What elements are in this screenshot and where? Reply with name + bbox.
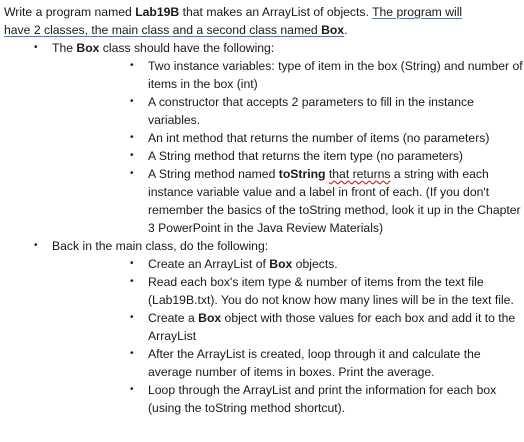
list-text: (Lab19B.txt). You do not know how many lines will be in the text file. — [148, 293, 514, 307]
list-text: A String method named — [148, 167, 279, 181]
list-text: Create a — [148, 311, 199, 325]
bullet-icon: • — [130, 150, 134, 161]
method-name: toString — [278, 167, 326, 181]
list-item — [52, 381, 524, 417]
list-item — [52, 309, 524, 345]
class-name: Box — [76, 41, 100, 55]
intro-text: that makes an ArrayList of objects. — [179, 5, 373, 19]
list-item — [52, 129, 524, 147]
list-text: (using the toString method shortcut). — [148, 401, 346, 415]
intro-text: Write a program named — [4, 5, 136, 19]
list-text: instance variable value and a label in front of each. (If you don't — [148, 185, 490, 199]
list-text: average number of items in boxes. Print the average. — [148, 365, 435, 379]
bullet-icon: • — [34, 240, 38, 251]
bullet-icon: • — [130, 312, 134, 323]
list-text: The — [52, 41, 77, 55]
list-text: remember the basics of the toString method, look it up in the Chapter — [148, 203, 521, 217]
list-item — [52, 345, 524, 381]
list-item — [52, 147, 524, 165]
bullet-icon: • — [130, 132, 134, 143]
list-text: Create an ArrayList of — [148, 257, 270, 271]
list-text: A String method that returns the item type (no parameters) — [148, 149, 463, 163]
list-text: 3 PowerPoint in the Java Review Materials) — [148, 221, 384, 235]
spelling-flagged-text: that returns — [328, 167, 391, 181]
list-text: Loop through the ArrayList and print the information for each box — [148, 383, 497, 397]
class-name: Box — [269, 257, 293, 271]
bullet-icon: • — [130, 348, 134, 359]
bullet-icon: • — [130, 258, 134, 269]
list-text: Read each box's item type & number of items from the text file — [148, 275, 484, 289]
list-text: A constructor that accepts 2 parameters to fill in the instance — [148, 95, 474, 109]
list-item-box-class — [4, 39, 524, 237]
box-requirements-list — [52, 57, 524, 237]
list-text: Back in the main class, do the following: — [52, 239, 269, 253]
main-bullet-list — [4, 39, 524, 417]
bullet-icon: • — [130, 384, 134, 395]
class-name: Box — [321, 23, 345, 37]
list-item-main-class — [4, 237, 524, 417]
bullet-icon: • — [130, 168, 134, 179]
program-name: Lab19B — [135, 5, 180, 19]
grammar-flagged-text: have 2 classes, the main class and a second class named — [4, 23, 322, 37]
intro-line-1 — [4, 3, 524, 21]
bullet-icon: • — [130, 96, 134, 107]
list-text: items in the box (int) — [148, 77, 258, 91]
document-body — [4, 3, 524, 417]
class-name: Box — [198, 311, 222, 325]
list-text: a string with each — [390, 167, 489, 181]
list-text: class should have the following: — [99, 41, 275, 55]
list-text: After the ArrayList is created, loop through it and calculate the — [148, 347, 481, 361]
grammar-flagged-text: The program will — [372, 5, 463, 19]
intro-text: . — [344, 23, 348, 37]
list-item — [52, 57, 524, 93]
list-text: variables. — [148, 113, 201, 127]
bullet-icon: • — [130, 276, 134, 287]
list-item — [52, 273, 524, 309]
list-item — [52, 165, 524, 237]
list-text: An int method that returns the number of items (no parameters) — [148, 131, 490, 145]
intro-line-2 — [4, 21, 524, 39]
list-item — [52, 255, 524, 273]
bullet-icon: • — [34, 42, 38, 53]
list-text: ArrayList — [148, 329, 197, 343]
main-steps-list — [52, 255, 524, 417]
bullet-icon: • — [130, 60, 134, 71]
intro-paragraph — [4, 3, 524, 39]
list-text: objects. — [292, 257, 338, 271]
list-text: Two instance variables: type of item in the box (String) and number of — [148, 59, 523, 73]
list-item — [52, 93, 524, 129]
list-text: object with those values for each box and add it to the — [221, 311, 516, 325]
